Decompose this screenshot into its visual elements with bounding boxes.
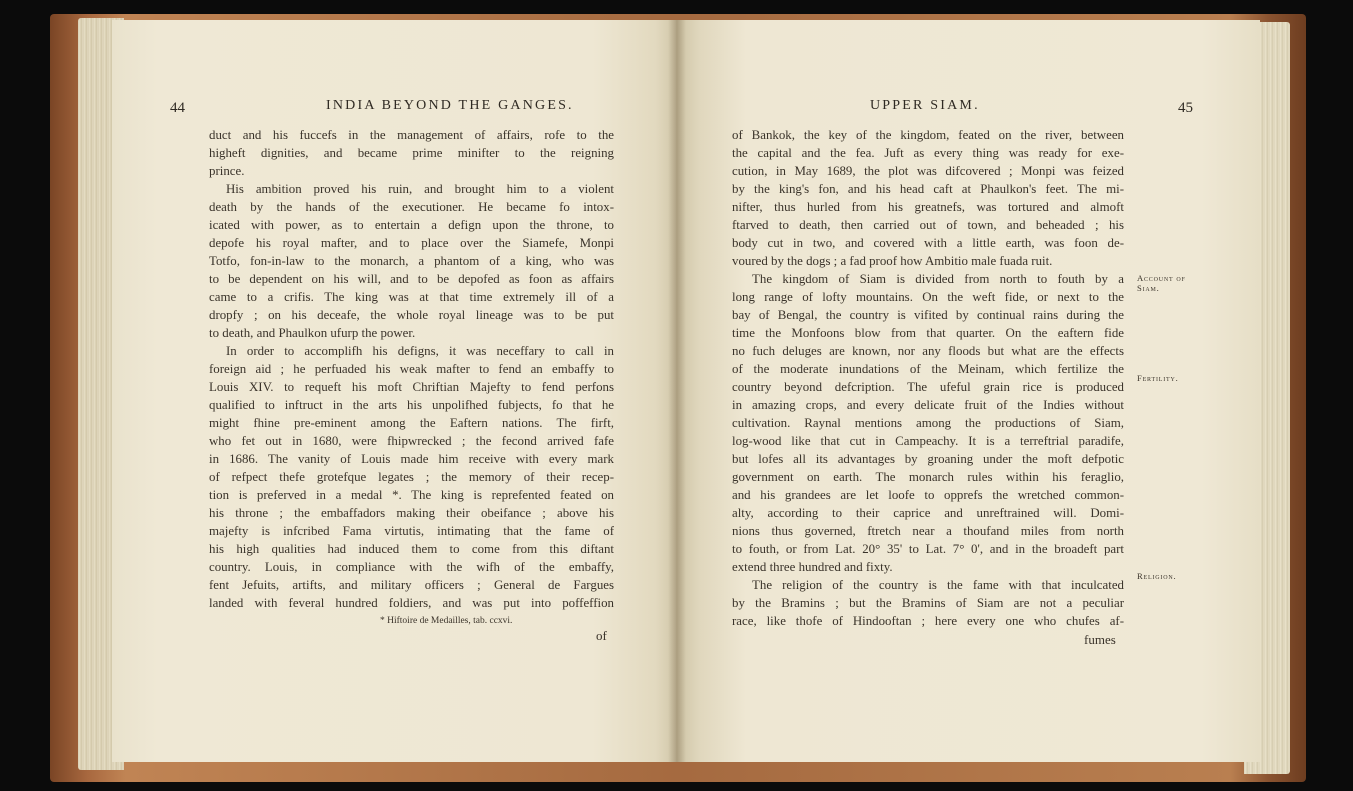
text-line: nifter, thus hurled from his greatnefs, was tortured and almoft: [732, 200, 1124, 214]
text-line: and his grandees are let loofe to opprefs the wretched common-: [732, 488, 1124, 502]
text-line: alty, according to their caprice and unreftrained will. Domi-: [732, 506, 1124, 520]
right-catchword: fumes: [1084, 632, 1116, 647]
text-line: no fuch deluges are known, nor any floods but what are the effects: [732, 344, 1124, 358]
text-line: higheft dignities, and became prime minifter to the reigning: [209, 146, 614, 160]
footnote: * Hiftoire de Medailles, tab. ccxvi.: [380, 616, 513, 626]
text-line: of the moderate inundations of the Meinam, which fertilize the: [732, 362, 1124, 376]
text-line: the capital and the fea. Juft as every thing was ready for exe-: [732, 146, 1124, 160]
text-line: The kingdom of Siam is divided from north to fouth by a: [752, 272, 1124, 286]
text-line: Louis XIV. to requeft his moft Chriftian Majefty to fend perfons: [209, 380, 614, 394]
text-line: of Bankok, the key of the kingdom, feated on the river, between: [732, 128, 1124, 142]
left-page-number: 44: [170, 100, 185, 116]
text-line: qualified to inftruct in the arts his unpolifhed fubjects, fo that he: [209, 398, 614, 412]
text-line: tion is preferved in a medal *. The king is reprefented feated on: [209, 488, 614, 502]
text-line: in amazing crops, and every delicate fruit of the Indies without: [732, 398, 1124, 412]
text-line: his high qualities had induced them to come from this diftant: [209, 542, 614, 556]
left-catchword: of: [596, 628, 607, 643]
margin-note-fertility: Fertility.: [1137, 373, 1179, 383]
text-line: cution, in May 1689, the plot was difcovered ; Monpi was feized: [732, 164, 1124, 178]
text-line: might fhine pre-eminent among the Eaftern nations. The firft,: [209, 416, 614, 430]
text-line: majefty is infcribed Fama virtutis, intimating that the fame of: [209, 524, 614, 538]
right-page-number: 45: [1178, 100, 1193, 116]
text-line: government on earth. The monarch rules within his feraglio,: [732, 470, 1124, 484]
margin-note-account: Account of: [1137, 273, 1186, 283]
text-line: ftarved to death, then carried out of town, and beheaded ; his: [732, 218, 1124, 232]
text-line: body cut in two, and covered with a little earth, was foon de-: [732, 236, 1124, 250]
text-line: nions thus governed, ftretch near a thoufand miles from north: [732, 524, 1124, 538]
text-line: country. Louis, in compliance with the wifh of the embaffy,: [209, 560, 614, 574]
text-line: dropfy ; on his deceafe, the whole royal lineage was to be put: [209, 308, 614, 322]
margin-note-religion: Religion.: [1137, 571, 1177, 581]
text-line: icated with power, as to entertain a defign upon the throne, to: [209, 218, 614, 232]
text-line: depofe his royal mafter, and to place over the Siamefe, Monpi: [209, 236, 614, 250]
text-line: came to a crifis. The king was at that time extremely ill of a: [209, 290, 614, 304]
text-line: duct and his fuccefs in the management of affairs, rofe to the: [209, 128, 614, 142]
text-line: to death, and Phaulkon ufurp the power.: [209, 326, 416, 340]
right-running-head: UPPER SIAM.: [870, 98, 980, 113]
text-line: race, like thofe of Hindooftan ; here every one who chufes af-: [732, 614, 1124, 628]
text-line: fent Jefuits, artifts, and military officers ; General de Fargues: [209, 578, 614, 592]
text-line: his throne ; the embaffadors making their obeifance ; above his: [209, 506, 614, 520]
text-line: of refpect thefe grotefque legates ; the memory of their recep-: [209, 470, 614, 484]
text-line: bay of Bengal, the country is vifited by continual rains during the: [732, 308, 1124, 322]
margin-note-siam: Siam.: [1137, 283, 1160, 293]
text-line: by the Bramins ; but the Bramins of Siam are not a peculiar: [732, 596, 1124, 610]
text-line: to fouth, or from Lat. 20° 35' to Lat. 7° 0', and in the broadeft part: [732, 542, 1124, 556]
text-line: His ambition proved his ruin, and brought him to a violent: [226, 182, 614, 196]
book-gutter: [668, 20, 686, 762]
text-line: foreign aid ; he perfuaded his weak mafter to fend an embaffy to: [209, 362, 614, 376]
text-line: extend three hundred and fixty.: [732, 560, 893, 574]
text-line: In order to accomplifh his defigns, it was neceffary to call in: [226, 344, 614, 358]
text-line: voured by the dogs ; a fad proof how Ambitio male fuada ruit.: [732, 254, 1053, 268]
text-line: country beyond defcription. The ufeful grain rice is produced: [732, 380, 1124, 394]
text-line: to be dependent on his will, and to be depofed as foon as affairs: [209, 272, 614, 286]
text-line: prince.: [209, 164, 245, 178]
text-line: landed with feveral hundred foldiers, and was put into poffeffion: [209, 596, 614, 610]
text-line: log-wood like that cut in Campeachy. It is a terreftrial paradife,: [732, 434, 1124, 448]
text-line: death by the hands of the executioner. He became fo intox-: [209, 200, 614, 214]
text-line: who fet out in 1680, were fhipwrecked ; the fecond arrived fafe: [209, 434, 614, 448]
text-line: cultivation. Raynal mentions among the productions of Siam,: [732, 416, 1124, 430]
text-line: Totfo, fon-in-law to the monarch, a phantom of a king, who was: [209, 254, 614, 268]
text-line: by the king's fon, and his head caft at Phaulkon's feet. The mi-: [732, 182, 1124, 196]
left-running-head: INDIA BEYOND THE GANGES.: [326, 98, 574, 113]
text-line: long range of lofty mountains. On the weft fide, or next to the: [732, 290, 1124, 304]
text-line: but lofes all its advantages by groaning under the moft defpotic: [732, 452, 1124, 466]
text-line: in 1686. The vanity of Louis made him receive with every mark: [209, 452, 614, 466]
text-line: time the Monfoons blow from that quarter. On the eaftern fide: [732, 326, 1124, 340]
text-line: The religion of the country is the fame with that inculcated: [752, 578, 1124, 592]
